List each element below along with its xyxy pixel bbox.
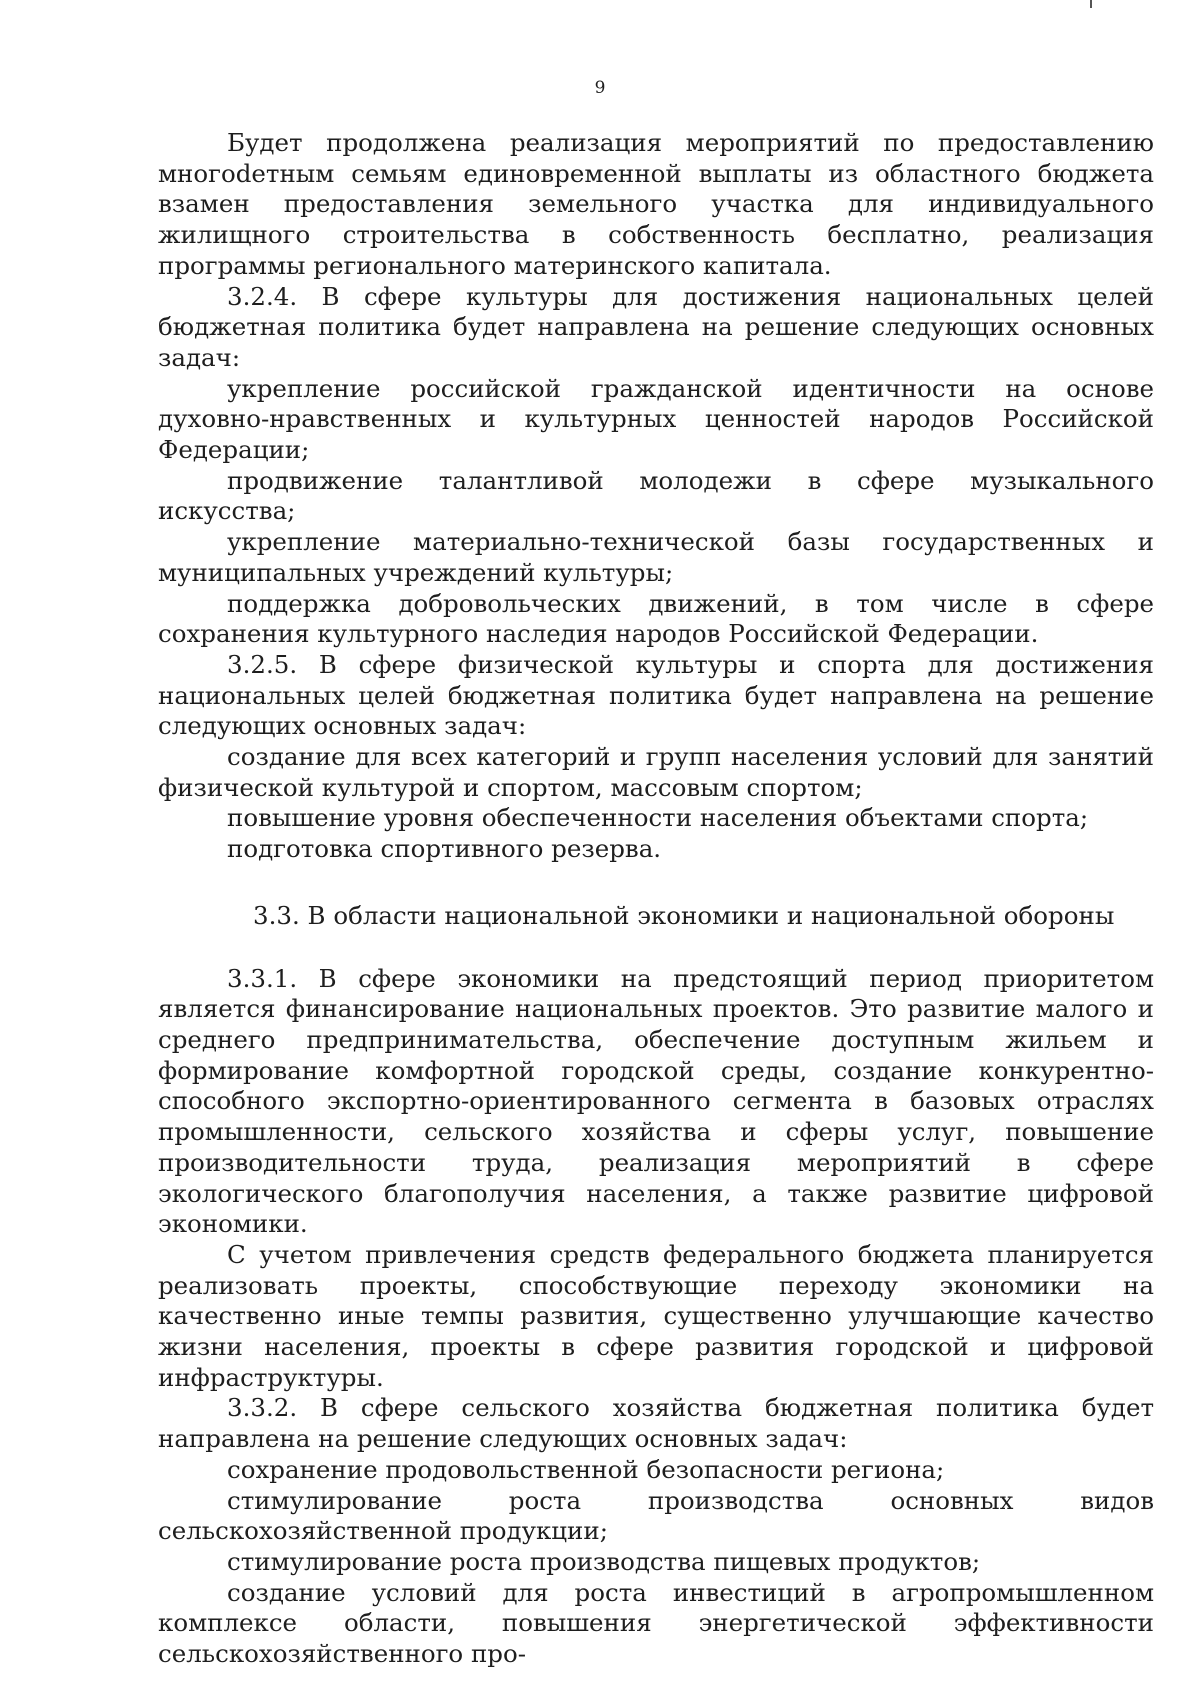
paragraph-family-payment: Будет продолжена реализация мероприятий по предоставлению многоdетным семьям единовременной выплаты из областного бюджета взамен предоставления земельного участка для индивидуального жилищного строительства в собственность бесплатно, реализация программы регионального материнского капитала. [158, 128, 1154, 280]
list-item-agri-production: стимулирование роста производства основных видов сельскохозяйственной продукции; [158, 1485, 1154, 1546]
section-heading-3-3: 3.3. В области национальной экономики и национальной обороны [253, 900, 1115, 930]
list-item-sport-conditions: создание для всех категорий и групп населения условий для занятий физической культурой и спортом, массовым спортом; [158, 742, 1154, 802]
list-item-volunteer-movements: поддержка добровольческих движений, в том числе в сфере сохранения культурного наследия народов Российской Федерации. [158, 588, 1154, 649]
paragraph-3-2-4-culture: 3.2.4. В сфере культуры для достижения национальных целей бюджетная политика будет направлена на решение следующих основных задач: [158, 281, 1154, 372]
list-item-food-products: стимулирование роста производства пищевых продуктов; [227, 1546, 981, 1576]
document-body [158, 128, 1154, 1670]
list-item-sport-facilities: повышение уровня обеспеченности населения объектами спорта; [227, 803, 1089, 833]
scan-edge-mark [1090, 0, 1092, 8]
paragraph-3-3-1-economy: 3.3.1. В сфере экономики на предстоящий период приоритетом является финансирование национальных проектов. Это развитие малого и среднего предпринимательства, обеспечение доступным жильем и формирование комфортной городской среды, создание конкурентно-способного экспортно-ориентированного сегмента в базовых отраслях промышленности, сельского хозяйства и сферы услуг, повышение производительности труда, реализация мероприятий в сфере экологического благополучия населения, а также развитие цифровой экономики. [158, 963, 1154, 1239]
paragraph-federal-funds: С учетом привлечения средств федерального бюджета планируется реализовать проекты, способствующие переходу экономики на качественно иные темпы развития, существенно улучшающие качество жизни населения, проекты в сфере развития городской и цифровой инфраструктуры. [158, 1239, 1154, 1392]
list-item-culture-institutions: укрепление материально-технической базы государственных и муниципальных учреждений культуры; [158, 527, 1154, 587]
list-item-sport-reserve: подготовка спортивного резерва. [227, 834, 662, 864]
list-item-agro-investments: создание условий для роста инвестиций в агропромышленном комплексе области, повышения энергетической эффективности сельскохозяйственного про- [158, 1577, 1154, 1669]
list-item-talented-youth: продвижение талантливой молодежи в сфере музыкального искусства; [158, 465, 1154, 526]
list-item-civic-identity: укрепление российской гражданской идентичности на основе духовно-нравственных и культурных ценностей народов Российской Федерации; [158, 373, 1154, 465]
paragraph-3-2-5-sport: 3.2.5. В сфере физической культуры и спорта для достижения национальных целей бюджетная политика будет направлена на решение следующих основных задач: [158, 649, 1154, 741]
paragraph-3-3-2-agriculture: 3.3.2. В сфере сельского хозяйства бюджетная политика будет направлена на решение следующих основных задач: [158, 1393, 1154, 1454]
list-item-food-security: сохранение продовольственной безопасности региона; [227, 1454, 945, 1484]
page-number: 9 [594, 78, 606, 98]
